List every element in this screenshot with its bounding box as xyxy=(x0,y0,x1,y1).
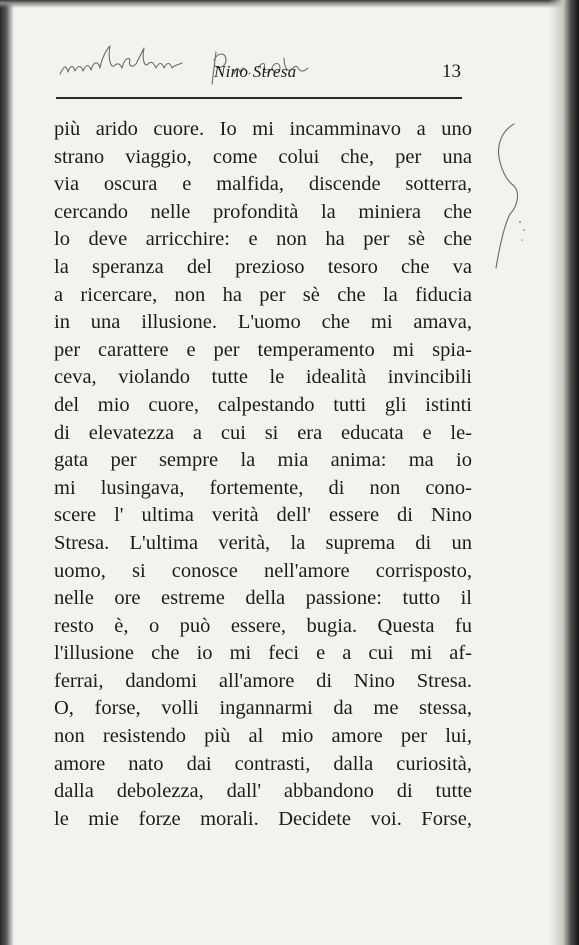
text-line: non resistendo più al mio amore per lui, xyxy=(54,725,472,748)
margin-bracket-mark xyxy=(470,118,530,278)
text-line: ferrai, dandomi all'amore di Nino Stresa. xyxy=(54,669,472,692)
text-line: per carattere e per temperamento mi spia- xyxy=(54,338,472,361)
text-line: O, forse, volli ingannarmi da me stessa, xyxy=(54,697,472,720)
text-line: resto è, o può essere, bugia. Questa fu xyxy=(54,614,472,637)
text-line: del mio cuore, calpestando tutti gli istinti xyxy=(54,393,472,416)
scan-edge-top xyxy=(0,0,579,8)
text-line: nelle ore estreme della passione: tutto il xyxy=(54,587,472,610)
text-line: Stresa. L'ultima verità, la suprema di un xyxy=(54,531,472,554)
text-line: a ricercare, non ha per sè che la fiducia xyxy=(54,283,472,306)
text-line: via oscura e malfida, discende sotterra, xyxy=(54,173,472,196)
page-number: 13 xyxy=(442,61,461,82)
header-rule xyxy=(56,97,462,99)
text-line: la speranza del prezioso tesoro che va xyxy=(54,255,472,278)
text-line: scere l' ultima verità dell' essere di Nino xyxy=(54,504,472,527)
body-text xyxy=(54,116,472,833)
text-line: strano viaggio, come colui che, per una xyxy=(54,145,472,168)
text-line: uomo, si conosce nell'amore corrisposto, xyxy=(54,559,472,582)
scan-edge-right xyxy=(549,0,579,945)
text-line: in una illusione. L'uomo che mi amava, xyxy=(54,311,472,334)
text-line: di elevatezza a cui si era educata e le- xyxy=(54,421,472,444)
text-line: ceva, violando tutte le idealità invincibili xyxy=(54,366,472,389)
text-line: mi lusingava, fortemente, di non cono- xyxy=(54,476,472,499)
text-line: gata per sempre la mia anima: ma io xyxy=(54,449,472,472)
text-line: le mie forze morali. Decidete voi. Forse, xyxy=(54,807,472,830)
text-line: più arido cuore. Io mi incamminavo a uno xyxy=(54,118,472,140)
text-line: cercando nelle profondità la miniera che xyxy=(54,200,472,223)
text-line: l'illusione che io mi feci e a cui mi af- xyxy=(54,642,472,665)
text-line: amore nato dai contrasti, dalla curiosità, xyxy=(54,752,472,775)
scan-edge-left xyxy=(0,0,14,945)
running-title: Nino Stresa xyxy=(214,62,297,81)
text-line: lo deve arricchire: e non ha per sè che xyxy=(54,228,472,251)
text-line: dalla debolezza, dall' abbandono di tutte xyxy=(54,780,472,803)
